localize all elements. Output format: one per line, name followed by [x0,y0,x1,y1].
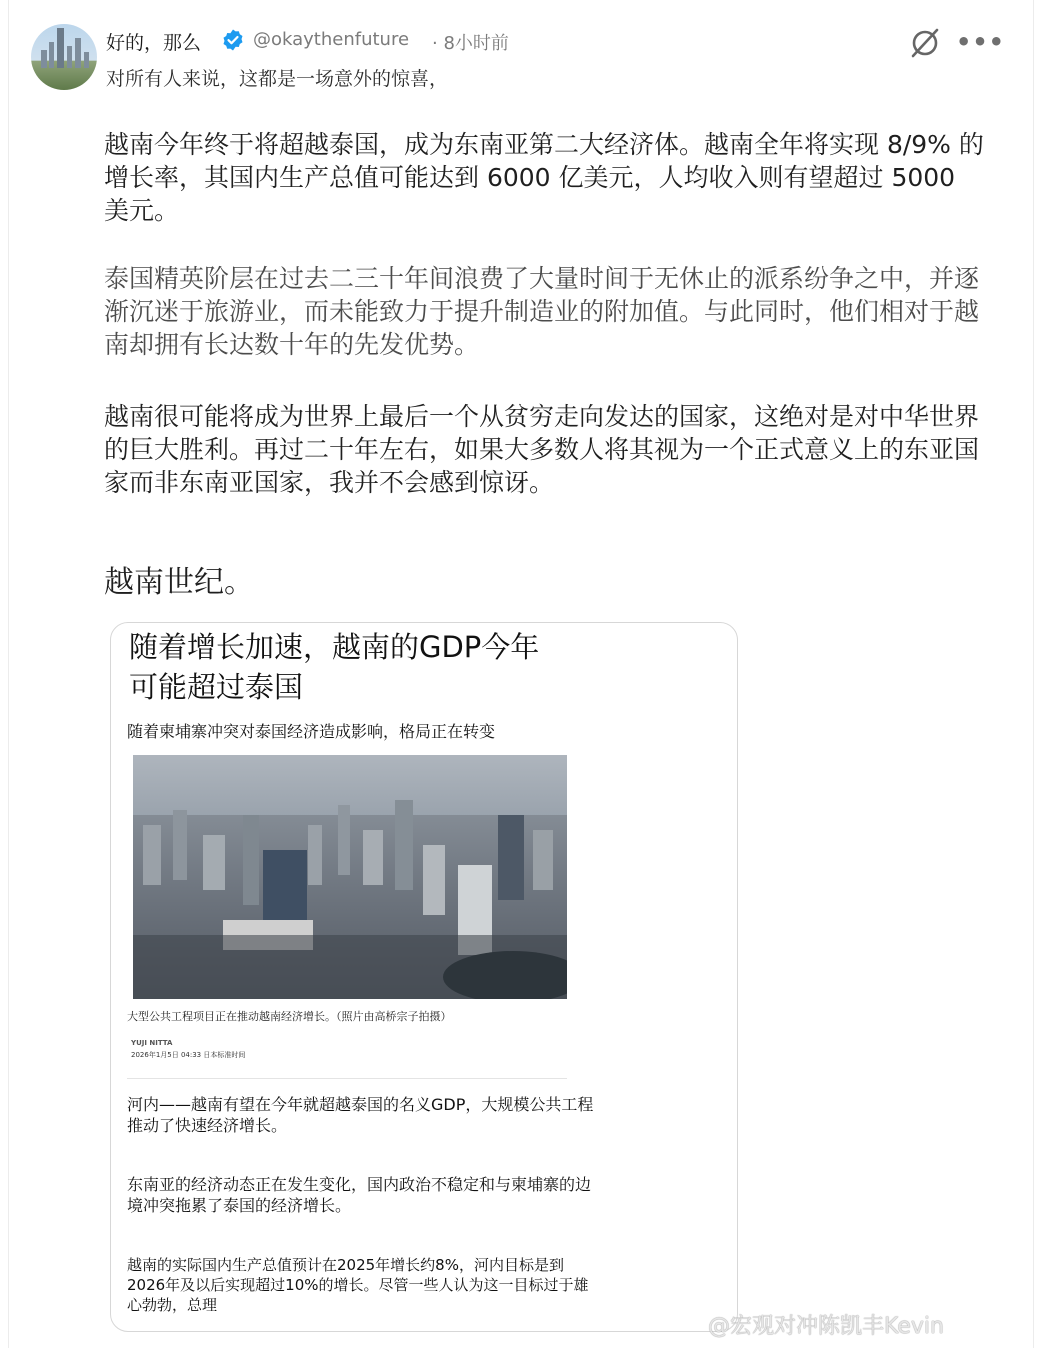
more-options-icon[interactable]: ••• [956,28,1006,56]
article-body-2: 东南亚的经济动态正在发生变化，国内政治不稳定和与柬埔寨的边境冲突拖累了泰国的经济增长。 [127,1175,592,1215]
article-subtitle: 随着柬埔寨冲突对泰国经济造成影响，格局正在转变 [127,722,496,741]
article-divider [127,1078,567,1079]
slashed-circle-icon[interactable] [908,26,942,60]
post-subtitle: 对所有人来说，这都是一场意外的惊喜， [106,68,449,90]
username[interactable]: 好的，那么 [106,32,202,54]
photo-caption: 大型公共工程项目正在推动越南经济增长。（照片由高桥宗子拍摄） [127,1010,452,1023]
user-handle[interactable]: @okaythenfuture [253,29,410,50]
article-title: 随着增长加速，越南的GDP今年可能超过泰国 [129,630,540,704]
post-paragraph-1: 越南今年终于将超越泰国，成为东南亚第二大经济体。越南全年将实现 8/9% 的增长率，其国内生产总值可能达到 6000 亿美元，人均收入则有望超过 5000 美元。 [104,130,984,225]
verified-badge-icon [221,28,245,52]
post-paragraph-2: 泰国精英阶层在过去二三十年间浪费了大量时间于无休止的派系纷争之中，并逐渐沉迷于旅游业，而未能致力于提升制造业的附加值。与此同时，他们相对于越南却拥有长达数十年的先发优势。 [104,264,980,359]
article-screenshot-card[interactable] [110,622,738,1332]
city-skyline-photo [133,755,567,999]
article-byline: YUJI NITTA [131,1039,173,1047]
post-paragraph-4: 越南世纪。 [104,565,254,600]
avatar[interactable] [31,24,97,90]
article-body-3: 越南的实际国内生产总值预计在2025年增长约8%，河内目标是到2026年及以后实现超过10%的增长。尽管一些人认为这一目标过于雄心勃勃，总理 [127,1256,589,1314]
article-dateline: 2026年1月5日 04:33 日本标准时间 [131,1051,246,1059]
post-timestamp: · 8小时前 [432,33,509,54]
article-body-1: 河内——越南有望在今年就超越泰国的名义GDP，大规模公共工程推动了快速经济增长。 [127,1095,594,1135]
watermark: @宏观对冲陈凯丰Kevin [708,1314,944,1339]
post-paragraph-3: 越南很可能将成为世界上最后一个从贫穷走向发达的国家，这绝对是对中华世界的巨大胜利。再过二十年左右，如果大多数人将其视为一个正式意义上的东亚国家而非东南亚国家，我并不会感到惊讶。 [104,402,980,497]
